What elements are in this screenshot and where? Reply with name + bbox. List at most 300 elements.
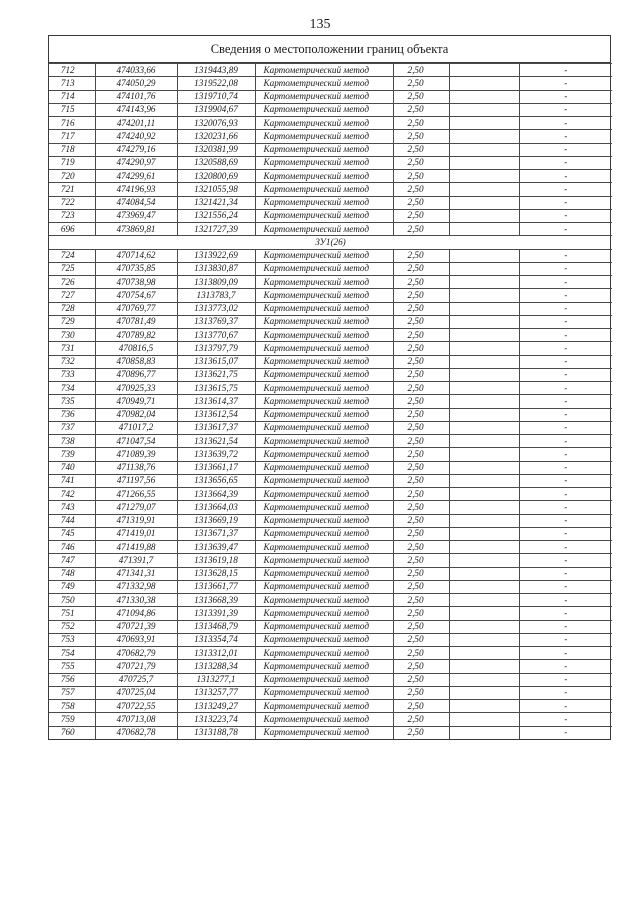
y-coordinate-cell: 1321055,98	[177, 183, 255, 196]
method-cell: Картометрический метод	[255, 607, 393, 620]
note-cell: -	[519, 249, 612, 262]
empty-cell	[449, 156, 519, 169]
note-cell: -	[519, 686, 612, 699]
method-cell: Картометрический метод	[255, 395, 393, 408]
note-cell: -	[519, 421, 612, 434]
point-number-cell: 752	[49, 620, 95, 633]
point-number-cell: 745	[49, 527, 95, 540]
table-row	[49, 302, 612, 315]
empty-cell	[449, 594, 519, 607]
table-row	[49, 461, 612, 474]
x-coordinate-cell: 471330,38	[95, 594, 177, 607]
table-row	[49, 382, 612, 395]
note-cell: -	[519, 660, 612, 673]
empty-cell	[449, 488, 519, 501]
point-number-cell: 740	[49, 461, 95, 474]
x-coordinate-cell: 470682,78	[95, 726, 177, 739]
x-coordinate-cell: 473869,81	[95, 223, 177, 236]
empty-cell	[449, 673, 519, 686]
empty-cell	[449, 223, 519, 236]
table-row	[49, 541, 612, 554]
y-coordinate-cell: 1313639,72	[177, 448, 255, 461]
x-coordinate-cell: 470722,55	[95, 700, 177, 713]
method-cell: Картометрический метод	[255, 647, 393, 660]
accuracy-cell: 2,50	[393, 156, 449, 169]
x-coordinate-cell: 470725,7	[95, 673, 177, 686]
x-coordinate-cell: 470858,83	[95, 355, 177, 368]
accuracy-cell: 2,50	[393, 143, 449, 156]
note-cell: -	[519, 633, 612, 646]
table-row	[49, 633, 612, 646]
method-cell: Картометрический метод	[255, 461, 393, 474]
accuracy-cell: 2,50	[393, 554, 449, 567]
y-coordinate-cell: 1313783,7	[177, 289, 255, 302]
x-coordinate-cell: 470693,91	[95, 633, 177, 646]
y-coordinate-cell: 1313656,65	[177, 474, 255, 487]
table-row	[49, 77, 612, 90]
point-number-cell: 746	[49, 541, 95, 554]
y-coordinate-cell: 1320076,93	[177, 117, 255, 130]
empty-cell	[449, 408, 519, 421]
empty-cell	[449, 276, 519, 289]
note-cell: -	[519, 408, 612, 421]
accuracy-cell: 2,50	[393, 329, 449, 342]
method-cell: Картометрический метод	[255, 620, 393, 633]
method-cell: Картометрический метод	[255, 448, 393, 461]
accuracy-cell: 2,50	[393, 315, 449, 328]
accuracy-cell: 2,50	[393, 223, 449, 236]
note-cell: -	[519, 90, 612, 103]
point-number-cell: 756	[49, 673, 95, 686]
table-row	[49, 368, 612, 381]
empty-cell	[449, 726, 519, 739]
point-number-cell: 731	[49, 342, 95, 355]
method-cell: Картометрический метод	[255, 368, 393, 381]
note-cell: -	[519, 580, 612, 593]
note-cell: -	[519, 713, 612, 726]
empty-cell	[449, 607, 519, 620]
point-number-cell: 753	[49, 633, 95, 646]
y-coordinate-cell: 1313628,15	[177, 567, 255, 580]
empty-cell	[449, 461, 519, 474]
method-cell: Картометрический метод	[255, 633, 393, 646]
table-row	[49, 527, 612, 540]
note-cell: -	[519, 355, 612, 368]
empty-cell	[449, 209, 519, 222]
point-number-cell: 757	[49, 686, 95, 699]
table-row	[49, 488, 612, 501]
note-cell: -	[519, 554, 612, 567]
empty-cell	[449, 262, 519, 275]
table-row	[49, 395, 612, 408]
point-number-cell: 723	[49, 209, 95, 222]
note-cell: -	[519, 329, 612, 342]
accuracy-cell: 2,50	[393, 421, 449, 434]
table-row	[49, 315, 612, 328]
method-cell: Картометрический метод	[255, 488, 393, 501]
note-cell: -	[519, 64, 612, 77]
point-number-cell: 716	[49, 117, 95, 130]
table-row	[49, 209, 612, 222]
x-coordinate-cell: 471419,88	[95, 541, 177, 554]
x-coordinate-cell: 474033,66	[95, 64, 177, 77]
accuracy-cell: 2,50	[393, 183, 449, 196]
x-coordinate-cell: 471138,76	[95, 461, 177, 474]
x-coordinate-cell: 471094,86	[95, 607, 177, 620]
coordinates-table	[49, 63, 612, 739]
method-cell: Картометрический метод	[255, 156, 393, 169]
method-cell: Картометрический метод	[255, 673, 393, 686]
y-coordinate-cell: 1313468,79	[177, 620, 255, 633]
point-number-cell: 748	[49, 567, 95, 580]
table-row	[49, 342, 612, 355]
empty-cell	[449, 103, 519, 116]
x-coordinate-cell: 470789,82	[95, 329, 177, 342]
method-cell: Картометрический метод	[255, 408, 393, 421]
point-number-cell: 724	[49, 249, 95, 262]
table-row	[49, 726, 612, 739]
x-coordinate-cell: 474143,96	[95, 103, 177, 116]
table-row	[49, 143, 612, 156]
note-cell: -	[519, 289, 612, 302]
note-cell: -	[519, 620, 612, 633]
x-coordinate-cell: 474201,11	[95, 117, 177, 130]
point-number-cell: 739	[49, 448, 95, 461]
x-coordinate-cell: 470816,5	[95, 342, 177, 355]
point-number-cell: 751	[49, 607, 95, 620]
method-cell: Картометрический метод	[255, 103, 393, 116]
boundary-table-sheet	[48, 35, 611, 740]
point-number-cell: 758	[49, 700, 95, 713]
point-number-cell: 734	[49, 382, 95, 395]
note-cell: -	[519, 302, 612, 315]
x-coordinate-cell: 470949,71	[95, 395, 177, 408]
accuracy-cell: 2,50	[393, 77, 449, 90]
y-coordinate-cell: 1313188,78	[177, 726, 255, 739]
accuracy-cell: 2,50	[393, 382, 449, 395]
y-coordinate-cell: 1313922,69	[177, 249, 255, 262]
method-cell: Картометрический метод	[255, 276, 393, 289]
x-coordinate-cell: 474196,93	[95, 183, 177, 196]
point-number-cell: 732	[49, 355, 95, 368]
method-cell: Картометрический метод	[255, 501, 393, 514]
table-row	[49, 594, 612, 607]
method-cell: Картометрический метод	[255, 209, 393, 222]
empty-cell	[449, 700, 519, 713]
y-coordinate-cell: 1313773,02	[177, 302, 255, 315]
note-cell: -	[519, 276, 612, 289]
y-coordinate-cell: 1321727,39	[177, 223, 255, 236]
accuracy-cell: 2,50	[393, 90, 449, 103]
y-coordinate-cell: 1319904,67	[177, 103, 255, 116]
y-coordinate-cell: 1313664,03	[177, 501, 255, 514]
x-coordinate-cell: 471279,07	[95, 501, 177, 514]
note-cell: -	[519, 342, 612, 355]
x-coordinate-cell: 471419,01	[95, 527, 177, 540]
note-cell: -	[519, 647, 612, 660]
table-row	[49, 686, 612, 699]
table-title: Сведения о местоположении границ объекта	[49, 36, 610, 63]
table-row	[49, 289, 612, 302]
x-coordinate-cell: 471341,31	[95, 567, 177, 580]
x-coordinate-cell: 471047,54	[95, 435, 177, 448]
point-number-cell: 742	[49, 488, 95, 501]
method-cell: Картометрический метод	[255, 686, 393, 699]
point-number-cell: 736	[49, 408, 95, 421]
method-cell: Картометрический метод	[255, 342, 393, 355]
method-cell: Картометрический метод	[255, 315, 393, 328]
point-number-cell: 717	[49, 130, 95, 143]
empty-cell	[449, 647, 519, 660]
accuracy-cell: 2,50	[393, 448, 449, 461]
method-cell: Картометрический метод	[255, 183, 393, 196]
note-cell: -	[519, 501, 612, 514]
method-cell: Картометрический метод	[255, 355, 393, 368]
table-row	[49, 620, 612, 633]
y-coordinate-cell: 1313277,1	[177, 673, 255, 686]
point-number-cell: 738	[49, 435, 95, 448]
x-coordinate-cell: 470925,33	[95, 382, 177, 395]
table-row	[49, 647, 612, 660]
point-number-cell: 730	[49, 329, 95, 342]
method-cell: Картометрический метод	[255, 435, 393, 448]
x-coordinate-cell: 470735,85	[95, 262, 177, 275]
empty-cell	[449, 64, 519, 77]
x-coordinate-cell: 470682,79	[95, 647, 177, 660]
method-cell: Картометрический метод	[255, 700, 393, 713]
y-coordinate-cell: 1320800,69	[177, 170, 255, 183]
note-cell: -	[519, 183, 612, 196]
empty-cell	[449, 580, 519, 593]
method-cell: Картометрический метод	[255, 541, 393, 554]
x-coordinate-cell: 470721,79	[95, 660, 177, 673]
point-number-cell: 728	[49, 302, 95, 315]
table-row	[49, 567, 612, 580]
method-cell: Картометрический метод	[255, 249, 393, 262]
x-coordinate-cell: 471089,39	[95, 448, 177, 461]
point-number-cell: 741	[49, 474, 95, 487]
accuracy-cell: 2,50	[393, 541, 449, 554]
x-coordinate-cell: 470769,77	[95, 302, 177, 315]
method-cell: Картометрический метод	[255, 382, 393, 395]
table-row	[49, 183, 612, 196]
note-cell: -	[519, 594, 612, 607]
empty-cell	[449, 448, 519, 461]
empty-cell	[449, 514, 519, 527]
note-cell: -	[519, 395, 612, 408]
x-coordinate-cell: 474084,54	[95, 196, 177, 209]
empty-cell	[449, 435, 519, 448]
table-row	[49, 660, 612, 673]
table-row	[49, 170, 612, 183]
method-cell: Картометрический метод	[255, 130, 393, 143]
x-coordinate-cell: 470754,67	[95, 289, 177, 302]
y-coordinate-cell: 1320588,69	[177, 156, 255, 169]
y-coordinate-cell: 1313621,75	[177, 368, 255, 381]
accuracy-cell: 2,50	[393, 408, 449, 421]
method-cell: Картометрический метод	[255, 660, 393, 673]
table-row	[49, 276, 612, 289]
accuracy-cell: 2,50	[393, 249, 449, 262]
note-cell: -	[519, 262, 612, 275]
note-cell: -	[519, 156, 612, 169]
empty-cell	[449, 77, 519, 90]
point-number-cell: 735	[49, 395, 95, 408]
table-row	[49, 448, 612, 461]
accuracy-cell: 2,50	[393, 395, 449, 408]
table-row	[49, 580, 612, 593]
note-cell: -	[519, 448, 612, 461]
y-coordinate-cell: 1319522,08	[177, 77, 255, 90]
table-row	[49, 329, 612, 342]
y-coordinate-cell: 1313615,07	[177, 355, 255, 368]
empty-cell	[449, 368, 519, 381]
x-coordinate-cell: 470896,77	[95, 368, 177, 381]
x-coordinate-cell: 474101,76	[95, 90, 177, 103]
accuracy-cell: 2,50	[393, 673, 449, 686]
y-coordinate-cell: 1313619,18	[177, 554, 255, 567]
accuracy-cell: 2,50	[393, 620, 449, 633]
y-coordinate-cell: 1313312,01	[177, 647, 255, 660]
note-cell: -	[519, 382, 612, 395]
table-row	[49, 90, 612, 103]
accuracy-cell: 2,50	[393, 647, 449, 660]
empty-cell	[449, 395, 519, 408]
point-number-cell: 733	[49, 368, 95, 381]
empty-cell	[449, 660, 519, 673]
x-coordinate-cell: 470982,04	[95, 408, 177, 421]
point-number-cell: 759	[49, 713, 95, 726]
table-row	[49, 421, 612, 434]
point-number-cell: 747	[49, 554, 95, 567]
point-number-cell: 722	[49, 196, 95, 209]
method-cell: Картометрический метод	[255, 170, 393, 183]
empty-cell	[449, 554, 519, 567]
accuracy-cell: 2,50	[393, 461, 449, 474]
note-cell: -	[519, 170, 612, 183]
x-coordinate-cell: 470725,04	[95, 686, 177, 699]
accuracy-cell: 2,50	[393, 700, 449, 713]
method-cell: Картометрический метод	[255, 262, 393, 275]
y-coordinate-cell: 1313770,67	[177, 329, 255, 342]
point-number-cell: 737	[49, 421, 95, 434]
method-cell: Картометрический метод	[255, 223, 393, 236]
method-cell: Картометрический метод	[255, 90, 393, 103]
y-coordinate-cell: 1320231,66	[177, 130, 255, 143]
table-row	[49, 196, 612, 209]
empty-cell	[449, 527, 519, 540]
y-coordinate-cell: 1313769,37	[177, 315, 255, 328]
point-number-cell: 750	[49, 594, 95, 607]
y-coordinate-cell: 1313669,19	[177, 514, 255, 527]
y-coordinate-cell: 1313288,34	[177, 660, 255, 673]
method-cell: Картометрический метод	[255, 527, 393, 540]
x-coordinate-cell: 471017,2	[95, 421, 177, 434]
note-cell: -	[519, 209, 612, 222]
y-coordinate-cell: 1321421,34	[177, 196, 255, 209]
y-coordinate-cell: 1321556,24	[177, 209, 255, 222]
point-number-cell: 718	[49, 143, 95, 156]
point-number-cell: 755	[49, 660, 95, 673]
y-coordinate-cell: 1313661,17	[177, 461, 255, 474]
note-cell: -	[519, 223, 612, 236]
accuracy-cell: 2,50	[393, 713, 449, 726]
y-coordinate-cell: 1313257,77	[177, 686, 255, 699]
empty-cell	[449, 382, 519, 395]
accuracy-cell: 2,50	[393, 633, 449, 646]
table-row	[49, 474, 612, 487]
empty-cell	[449, 130, 519, 143]
y-coordinate-cell: 1313612,54	[177, 408, 255, 421]
empty-cell	[449, 686, 519, 699]
method-cell: Картометрический метод	[255, 77, 393, 90]
point-number-cell: 712	[49, 64, 95, 77]
method-cell: Картометрический метод	[255, 117, 393, 130]
table-row	[49, 355, 612, 368]
y-coordinate-cell: 1313797,79	[177, 342, 255, 355]
accuracy-cell: 2,50	[393, 686, 449, 699]
table-row	[49, 223, 612, 236]
x-coordinate-cell: 471197,56	[95, 474, 177, 487]
table-row	[49, 514, 612, 527]
x-coordinate-cell: 474299,61	[95, 170, 177, 183]
accuracy-cell: 2,50	[393, 594, 449, 607]
empty-cell	[449, 713, 519, 726]
method-cell: Картометрический метод	[255, 726, 393, 739]
y-coordinate-cell: 1313614,37	[177, 395, 255, 408]
accuracy-cell: 2,50	[393, 435, 449, 448]
note-cell: -	[519, 567, 612, 580]
point-number-cell: 754	[49, 647, 95, 660]
y-coordinate-cell: 1313668,39	[177, 594, 255, 607]
method-cell: Картометрический метод	[255, 713, 393, 726]
y-coordinate-cell: 1313391,39	[177, 607, 255, 620]
point-number-cell: 727	[49, 289, 95, 302]
empty-cell	[449, 355, 519, 368]
empty-cell	[449, 620, 519, 633]
table-row	[49, 501, 612, 514]
accuracy-cell: 2,50	[393, 567, 449, 580]
point-number-cell: 749	[49, 580, 95, 593]
x-coordinate-cell: 470714,62	[95, 249, 177, 262]
y-coordinate-cell: 1313615,75	[177, 382, 255, 395]
method-cell: Картометрический метод	[255, 302, 393, 315]
accuracy-cell: 2,50	[393, 209, 449, 222]
accuracy-cell: 2,50	[393, 103, 449, 116]
y-coordinate-cell: 1313354,74	[177, 633, 255, 646]
point-number-cell: 713	[49, 77, 95, 90]
y-coordinate-cell: 1319443,89	[177, 64, 255, 77]
method-cell: Картометрический метод	[255, 329, 393, 342]
y-coordinate-cell: 1313809,09	[177, 276, 255, 289]
note-cell: -	[519, 77, 612, 90]
note-cell: -	[519, 673, 612, 686]
accuracy-cell: 2,50	[393, 64, 449, 77]
table-row	[49, 249, 612, 262]
method-cell: Картометрический метод	[255, 594, 393, 607]
accuracy-cell: 2,50	[393, 501, 449, 514]
accuracy-cell: 2,50	[393, 726, 449, 739]
point-number-cell: 729	[49, 315, 95, 328]
note-cell: -	[519, 196, 612, 209]
table-row	[49, 262, 612, 275]
table-row	[49, 64, 612, 77]
section-header-row	[49, 236, 612, 249]
accuracy-cell: 2,50	[393, 607, 449, 620]
page-number: 135	[309, 17, 331, 32]
note-cell: -	[519, 103, 612, 116]
table-body	[49, 64, 612, 739]
